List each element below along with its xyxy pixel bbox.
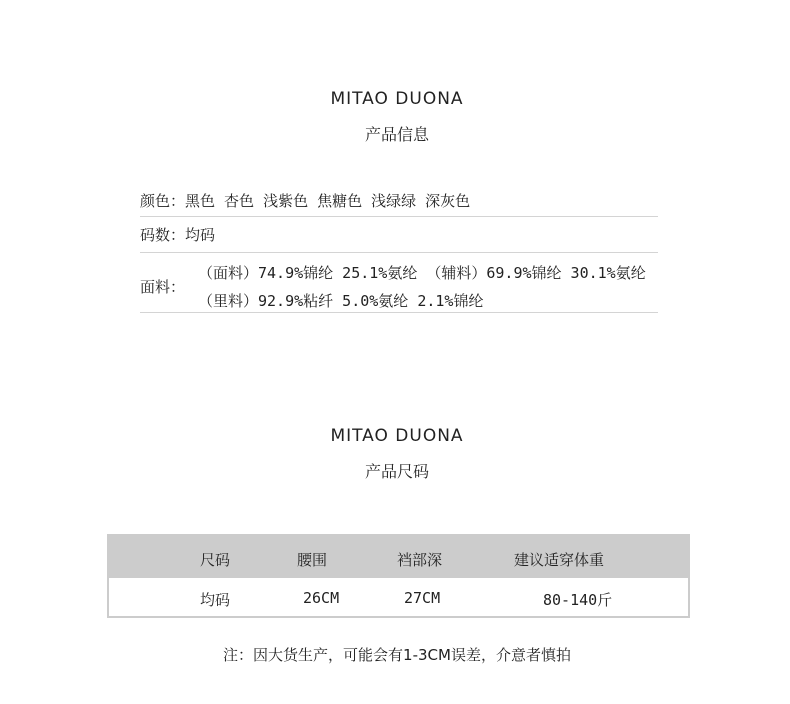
- size-note: 注：因大货生产，可能会有1-3CM误差，介意者慎拍: [223, 646, 571, 664]
- header-cell-rise: 裆部深: [397, 551, 443, 569]
- brand-name: MITAO DUONA: [330, 426, 464, 446]
- color-values: 黑色 杏色 浅紫色 焦糖色 浅绿绿 深灰色: [185, 192, 471, 210]
- cell-size: 均码: [200, 591, 231, 609]
- size-value: 均码: [185, 226, 216, 244]
- fabric-label: 面料：: [140, 278, 186, 296]
- fabric-line-2: （里料）92.9%粘纤 5.0%氨纶 2.1%锦纶: [198, 292, 484, 310]
- cell-rise: 27CM: [404, 589, 441, 607]
- header-cell-size: 尺码: [200, 551, 231, 569]
- size-row: [140, 224, 658, 245]
- divider: [140, 216, 658, 217]
- brand-name: MITAO DUONA: [330, 89, 464, 109]
- size-table-header: [107, 534, 690, 578]
- header-cell-weight: 建议适穿体重: [514, 551, 605, 569]
- color-label: 颜色：: [140, 192, 186, 210]
- color-row: [140, 190, 658, 211]
- size-table: [107, 534, 690, 618]
- divider: [140, 252, 658, 253]
- fabric-line-1: （面料）74.9%锦纶 25.1%氨纶 （辅料）69.9%锦纶 30.1%氨纶: [198, 264, 646, 282]
- cell-waist: 26CM: [303, 589, 340, 607]
- divider: [140, 312, 658, 313]
- size-label: 码数：: [140, 226, 186, 244]
- section-title-product-info: 产品信息: [364, 125, 429, 144]
- header-cell-waist: 腰围: [297, 551, 328, 569]
- cell-weight: 80-140斤: [543, 591, 613, 609]
- section-title-product-size: 产品尺码: [364, 462, 429, 481]
- table-row: [109, 578, 688, 616]
